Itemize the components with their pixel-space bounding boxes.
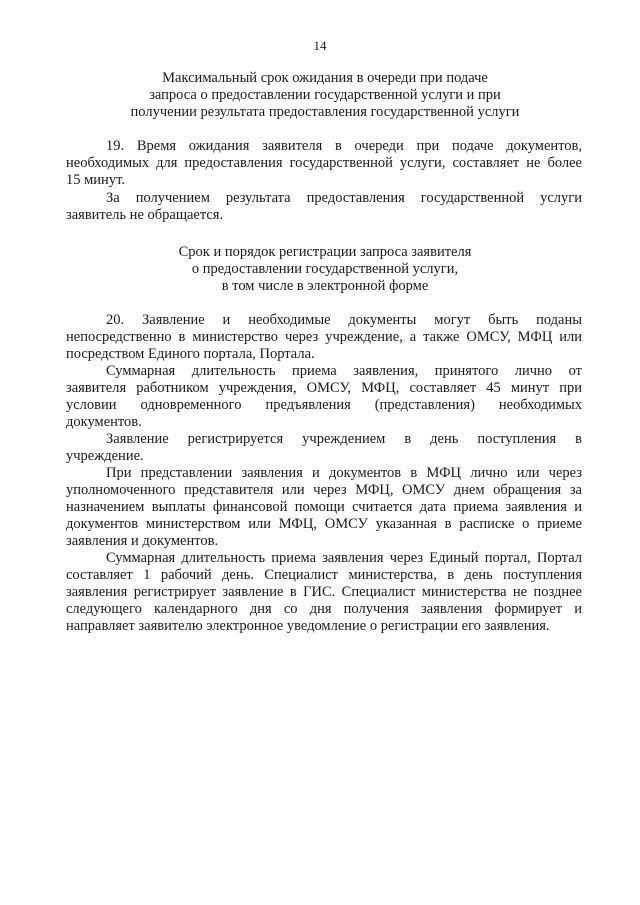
paragraph-line: Суммарная длительность приема заявления через Единый портал, Портал: [106, 550, 582, 566]
paragraph-line: направляет заявителю электронное уведомление о регистрации его заявления.: [66, 618, 550, 634]
paragraph-line: условии одновременного предъявления (представления) необходимых: [66, 397, 582, 413]
paragraph-line: 20. Заявление и необходимые документы могут быть поданы: [106, 312, 582, 328]
paragraph-line: уполномоченного представителя или через МФЦ, ОМСУ днем обращения за: [66, 482, 582, 498]
section-heading-queue-time: [100, 70, 550, 121]
paragraph-line: необходимых для предоставления государственной услуги, составляет не более: [66, 155, 582, 171]
paragraph-20-mfc: [66, 465, 582, 550]
paragraph-line: непосредственно в министерство через учреждение, а также ОМСУ, МФЦ или: [66, 329, 582, 345]
paragraph-line: 19. Время ожидания заявителя в очереди при подаче документов,: [106, 138, 582, 154]
heading-line: Срок и порядок регистрации запроса заявителя: [178, 244, 472, 260]
heading-line: запроса о предоставлении государственной услуги и при: [149, 87, 501, 103]
heading-line: получении результата предоставления государственной услуги: [130, 104, 520, 120]
paragraph-line: заявителя работником учреждения, ОМСУ, МФЦ, составляет 45 минут при: [66, 380, 582, 396]
paragraph-line: заявления регистрирует заявление в ГИС. Специалист министерства не позднее: [66, 584, 582, 600]
paragraph-line: документов министерством или МФЦ, ОМСУ указанная в расписке о приеме: [66, 516, 582, 532]
paragraph-line: Суммарная длительность приема заявления, принятого лично от: [106, 363, 582, 379]
paragraph-line: заявления и документов.: [66, 533, 219, 549]
heading-line: о предоставлении государственной услуги,: [191, 261, 459, 277]
heading-line: в том числе в электронной форме: [221, 278, 429, 294]
paragraph-line: посредством Единого портала, Портала.: [66, 346, 315, 362]
paragraph-line: назначением выплаты финансовой помощи считается дата приема заявления и: [66, 499, 582, 515]
paragraph-line: следующего календарного дня со дня получения заявления формирует и: [66, 601, 582, 617]
heading-line: Максимальный срок ожидания в очереди при подаче: [162, 70, 488, 86]
paragraph-line: При представлении заявления и документов в МФЦ лично или через: [106, 465, 582, 481]
paragraph-20: [66, 312, 582, 363]
paragraph-line: документов.: [66, 414, 142, 430]
paragraph-19-continued: [66, 190, 582, 224]
section-heading-registration: [100, 244, 550, 295]
paragraph-line: За получением результата предоставления государственной услуги: [106, 190, 582, 206]
paragraph-19: [66, 138, 582, 189]
page-number: 14: [313, 38, 327, 53]
paragraph-20-duration: [66, 363, 582, 431]
paragraph-20-portal: [66, 550, 582, 635]
paragraph-20-registration: [66, 431, 582, 465]
paragraph-line: 15 минут.: [66, 172, 125, 188]
paragraph-line: составляет 1 рабочий день. Специалист министерства, в день поступления: [66, 567, 582, 583]
paragraph-line: заявитель не обращается.: [66, 207, 224, 223]
paragraph-line: учреждение.: [66, 448, 144, 464]
paragraph-line: Заявление регистрируется учреждением в день поступления в: [106, 431, 582, 447]
